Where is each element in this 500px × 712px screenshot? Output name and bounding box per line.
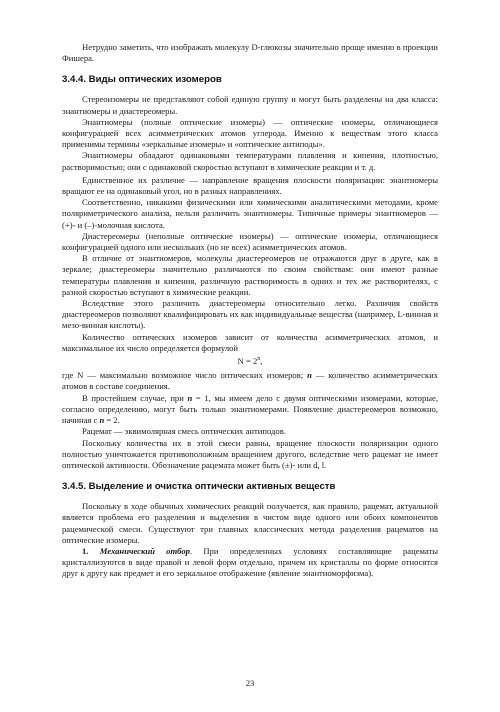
paragraph: Энантиомеры обладают одинаковыми температурами плавления и кипения, плотностью, растворимостью; они с одинаковой скоростью вступают в химические реакции и т. д. [62, 150, 438, 172]
formula-explanation: где N — максимально возможное число оптических изомеров; n — количество асимметрических атомов в составе соединения. [62, 370, 439, 392]
paragraph: В простейшем случае, при n = 1, мы имеем дело с двумя оптическими изомерами, которые, согласно определению, могут быть только энантиомерами. Появление диастереомеров возможно, начиная с n = 2. [62, 392, 438, 426]
formula-base: N = 2 [237, 356, 258, 367]
paragraph: Вследствие этого различить диастереомеры относительно легко. Различия свойств диастереомеров позволяют квалифицировать их как индивидуальные вещества (например, L-винная и мезо-винная кислоты). [62, 298, 438, 331]
section-heading: 3.4.5. Выделение и очистка оптически активных веществ [62, 481, 336, 493]
paragraph: Рацемат — эквимолярная смесь оптических антиподов. [82, 426, 286, 437]
paragraph: Диастереомеры (неполные оптические изомеры) — оптические изомеры, отличающиеся конфигурацией одного или нескольких (но не всех) асимметрических атомов. [62, 230, 438, 253]
intro-paragraph: Нетрудно заметить, что изображать молекулу D-глюкозы значительно проще именно в проекции Фишера. [62, 42, 438, 64]
formula-tail: , [260, 356, 263, 367]
paragraph: Энантиомеры (полные оптические изомеры) — оптические изомеры, отличающиеся конфигурацией всех асимметрических атомов углерода. Именно к веществам этого класса применимы термины «зеркальные изомеры» и «оптические антиподы». [62, 116, 438, 150]
paragraph: Соответственно, никакими физическими или химическими аналитическими методами, кроме поляриметрического анализа, нельзя различить энантиомеры. Типичные примеры энантиомеров — (+)- и (–)-молочная кислота. [62, 197, 438, 230]
section-heading: 3.4.4. Виды оптических изомеров [62, 74, 222, 86]
paragraph: Единственное их различие — направление вращения плоскости поляризации: энантиомеры вращают ее на одинаковый угол, но в разных направлениях. [62, 174, 438, 197]
paragraph: Поскольку количества их в этой смеси равны, вращение плоскости поляризации одного полностью уничтожается противоположным вращением другого, вследствие чего рацемат не имеет оптической активности. Обозначение рацемата может быть (±)- или d, l. [62, 437, 438, 470]
formula [62, 356, 438, 367]
method-paragraph: 1. Механический отбор. При определенных условиях составляющие рацематы кристаллизуются в виде правой и левой форм отдельно, причем их кристаллы по форме относятся друг к другу как предмет и его зеркальное отображение (явление энантиоморфизма). [62, 545, 439, 579]
formula-exponent: n [257, 356, 261, 363]
paragraph: Количество оптических изомеров зависит от количества асимметрических атомов, и максимальное их число определяется формулой [62, 331, 438, 353]
paragraph: В отличие от энантиомеров, молекулы диастереомеров не отражаются друг в друге, как в зеркале; диастереомеры значительно различаются по своим свойствам: они имеют разные температуры плавления и кипения, различную растворимость в одних и тех же растворителях, с разной скоростью вступают в химические реакции. [62, 253, 438, 297]
paragraph: Поскольку в ходе обычных химических реакций получается, как правило, рацемат, актуальной является проблема его разделения и выделения в чистом виде одного или обоих компонентов рацемической смеси. Существуют три главных классических метода разделения рацематов на оптические изомеры. [62, 501, 438, 545]
paragraph: Стереоизомеры не представляют собой единую группу и могут быть разделены на два класса: энантиомеры и диастереомеры. [62, 94, 438, 116]
page-number: 23 [245, 678, 255, 688]
